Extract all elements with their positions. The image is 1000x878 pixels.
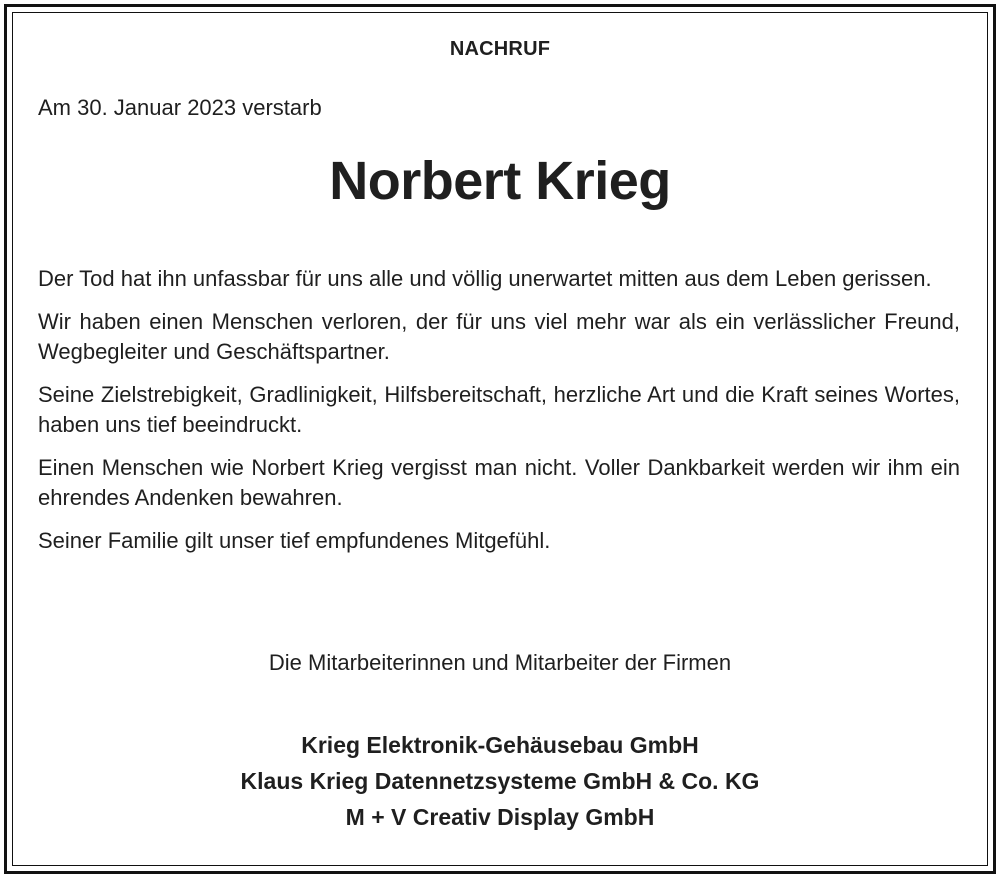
company-name: Krieg Elektronik-Gehäusebau GmbH xyxy=(301,732,699,758)
obituary-body xyxy=(38,264,960,569)
notice-label: NACHRUF xyxy=(449,38,551,60)
intro-line: Am 30. Januar 2023 verstarb xyxy=(38,95,322,120)
deceased-name: Norbert Krieg xyxy=(329,151,671,211)
signoff-line: Die Mitarbeiterinnen und Mitarbeiter der Firmen xyxy=(268,650,732,675)
company-name: Klaus Krieg Datennetzsysteme GmbH & Co. KG xyxy=(240,768,760,794)
paragraph: Wir haben einen Menschen verloren, der für uns viel mehr war als ein verlässlicher Freund, Wegbegleiter und Geschäftspartner. xyxy=(38,309,960,364)
paragraph: Einen Menschen wie Norbert Krieg vergisst man nicht. Voller Dankbarkeit werden wir ihm ein ehrendes Andenken bewahren. xyxy=(38,455,960,510)
company-list xyxy=(0,727,1000,835)
paragraph: Seiner Familie gilt unser tief empfundenes Mitgefühl. xyxy=(38,528,551,553)
paragraph: Seine Zielstrebigkeit, Gradlinigkeit, Hilfsbereitschaft, herzliche Art und die Kraft seines Wortes, haben uns tief beeindruckt. xyxy=(38,382,960,437)
company-name: M + V Creativ Display GmbH xyxy=(345,804,655,830)
paragraph: Der Tod hat ihn unfassbar für uns alle und völlig unerwartet mitten aus dem Leben gerissen. xyxy=(38,266,932,291)
